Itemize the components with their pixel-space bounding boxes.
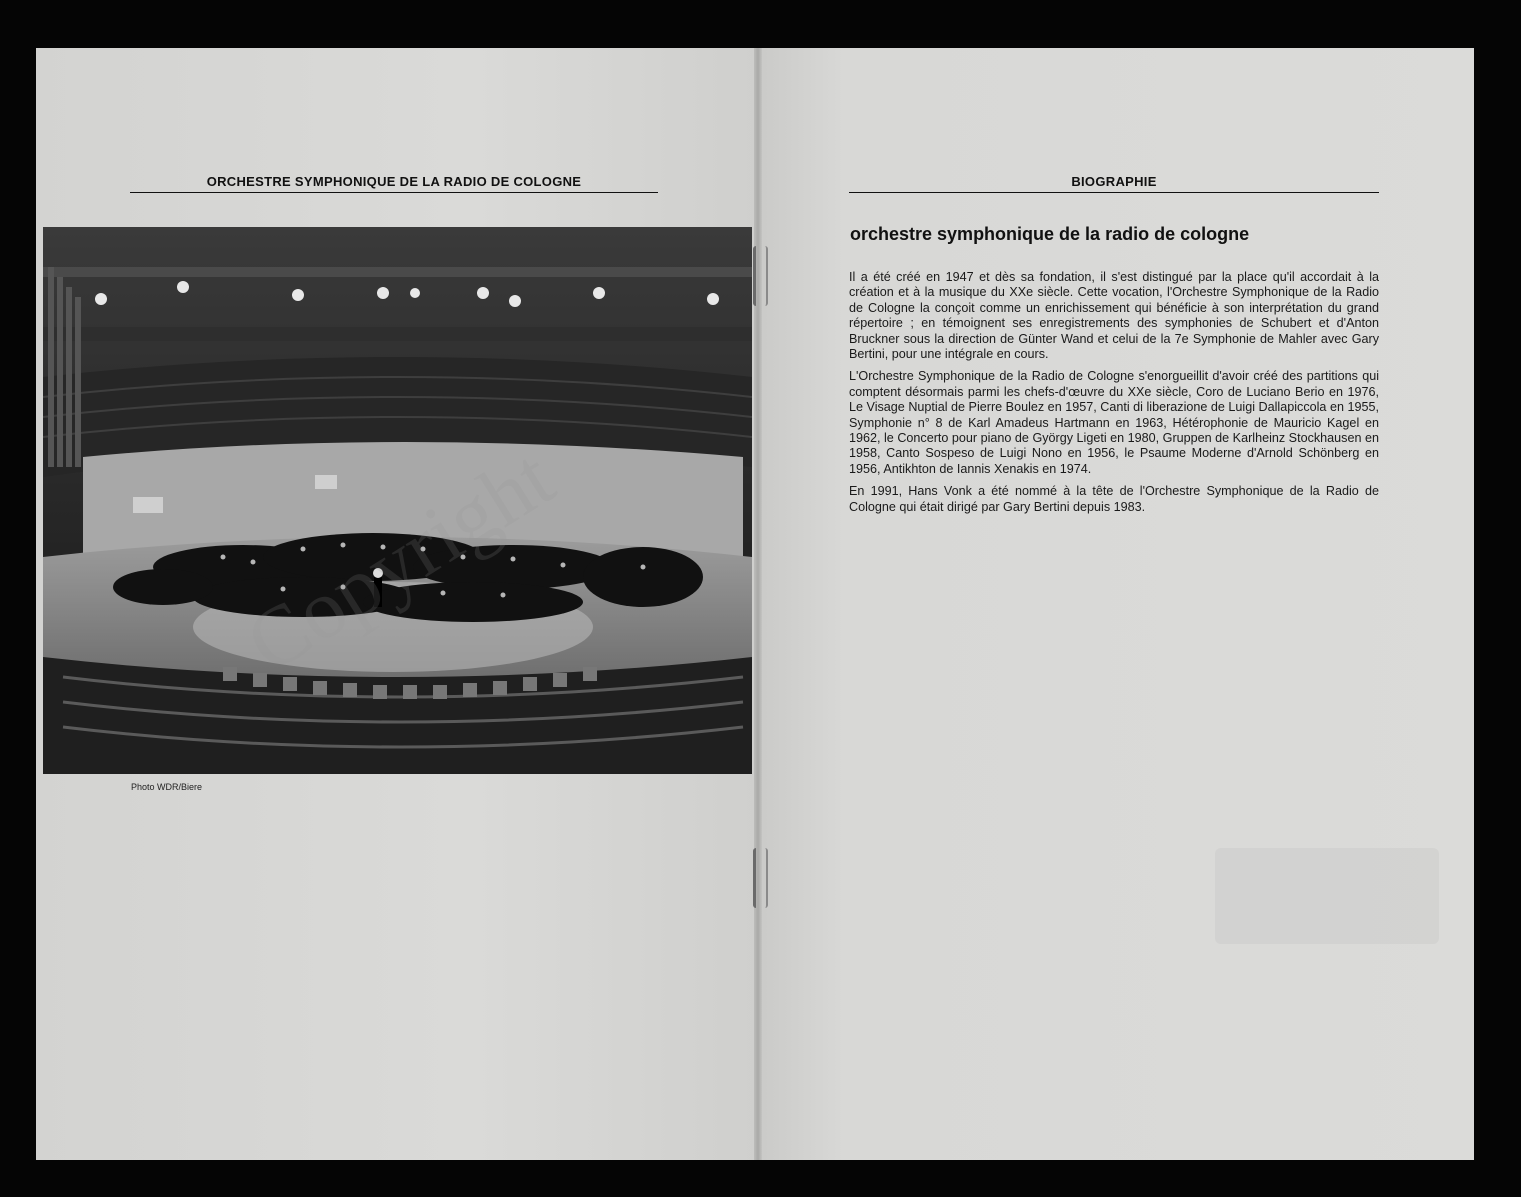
show-through-text [795,870,807,920]
photo-caption: Photo WDR/Biere [131,782,203,792]
biography-paragraph-2: L'Orchestre Symphonique de la Radio de Cologne s'enorgueillit d'avoir créé des partitions qui comptent désormais parmi les chefs-d'œuvre du XXe siècle, Coro de Luciano Berio en 1976, Le Visage Nuptial de Pierre Boulez en 1957, Canti di liberazione de Luigi Dallapiccola en 1955, Symphonie n° 8 de Karl Amadeus Hartmann en 1963, Hétérophonie de Mauricio Kagel en 1962, le Concerto pour piano de György Ligeti en 1980, Gruppen de Karlheinz Stockhausen en 1958, Canto Sospeso de Luigi Nono en 1956, le Psaume Moderne d'Arnold Schönberg en 1956, Antikhton de Iannis Xenakis en 1974. [849,369,1379,476]
staple-top [753,246,768,306]
right-page [758,48,1474,1160]
biography-paragraph-3: En 1991, Hans Vonk a été nommé à la tête de l'Orchestre Symphonique de la Radio de Cologne qui était dirigé par Gary Bertini depuis 1983. [849,484,1379,514]
staple-bottom [753,848,768,908]
orchestra-photo [43,227,752,774]
book-gutter [754,48,762,1160]
biography-title: orchestre symphonique de la radio de cologne [850,224,1250,244]
show-through-box [1215,848,1439,944]
left-running-head: ORCHESTRE SYMPHONIQUE DE LA RADIO DE COLOGNE [130,174,658,193]
right-running-head: BIOGRAPHIE [849,174,1379,193]
orchestra-photo-icon [43,227,752,774]
biography-paragraph-1: Il a été créé en 1947 et dès sa fondation, il s'est distingué par la place qu'il accordait à la création et à la musique du XXe siècle. Cette vocation, l'Orchestre Symphonique de la Radio de Cologne la conçoit comme un enrichissement qui bénéficie à son interprétation du grand répertoire ; en témoignent ses enregistrements des symphonies de Schubert et d'Anton Bruckner sous la direction de Günter Wand et celui de la 7e Symphonie de Mahler avec Gary Bertini, pour une intégrale en cours. [849,270,1379,362]
biography-text [849,270,1379,522]
